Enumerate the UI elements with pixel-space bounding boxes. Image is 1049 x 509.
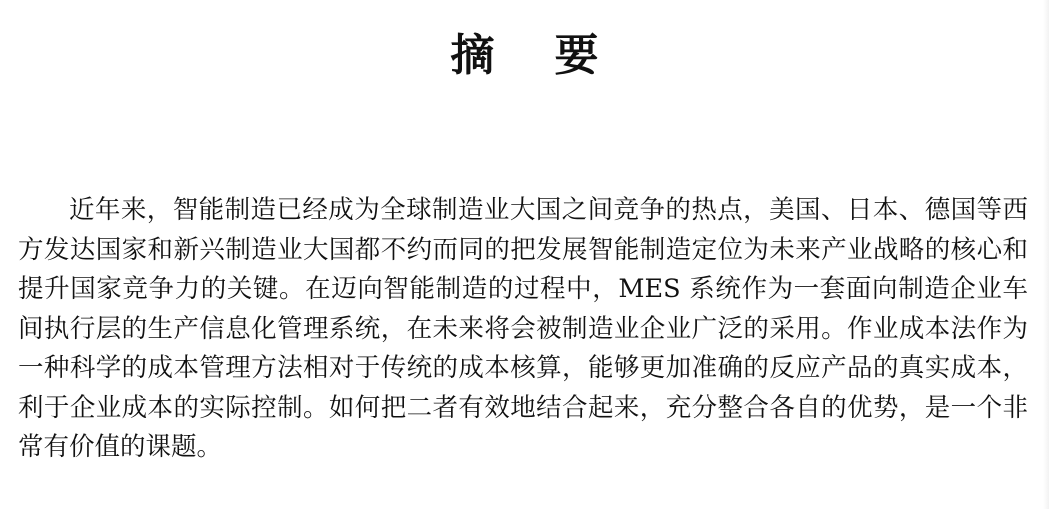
page-edge — [1043, 0, 1049, 509]
abstract-paragraph: 近年来，智能制造已经成为全球制造业大国之间竞争的热点，美国、日本、德国等西方发达国家和新兴制造业大国都不约而同的把发展智能制造定位为未来产业战略的核心和提升国家竞争力的关键。在迈向智能制造的过程中，MES 系统作为一套面向制造企业车间执行层的生产信息化管理系统，在未来将会被制造业企业广泛的采用。作业成本法作为一种科学的成本管理方法相对于传统的成本核算，能够更加准确的反应产品的真实成本，利于企业成本的实际控制。如何把二者有效地结合起来，充分整合各自的优势，是一个非常有价值的课题。 — [18, 195, 1028, 462]
page-title: 摘要 — [450, 30, 659, 81]
